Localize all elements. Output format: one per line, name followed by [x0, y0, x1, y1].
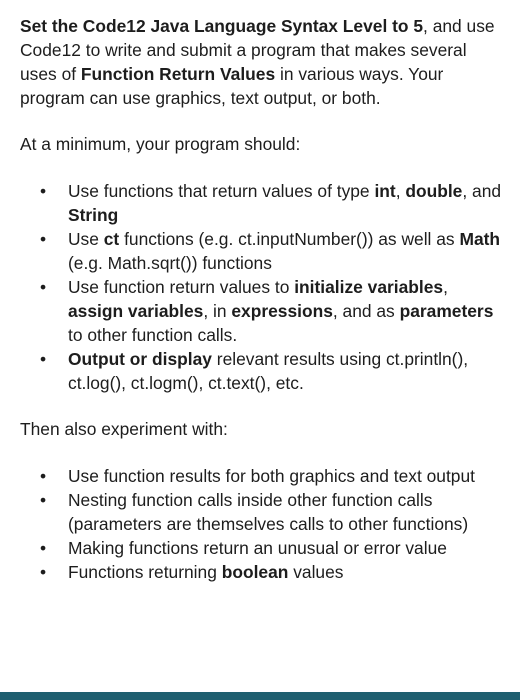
- list-item: • Use function return values to initialize variables, assign variables, in expressions, and as parameters to other function calls.: [39, 277, 494, 345]
- bullet-icon: •: [39, 490, 47, 510]
- list-item: • Use function results for both graphics and text output: [39, 466, 475, 486]
- syntax-level-instruction: Set the Code12 Java Language Syntax Level to 5: [20, 16, 424, 36]
- bottom-accent-bar: [0, 692, 520, 700]
- minimum-heading: At a minimum, your program should:: [20, 134, 301, 154]
- bullet-icon: •: [39, 277, 47, 297]
- intro-paragraph: Set the Code12 Java Language Syntax Level to 5, and use Code12 to write and submit a program that makes several uses of Function Return Values in various ways. Your program can use graphics, text output, or both.: [20, 16, 495, 108]
- bullet-icon: •: [39, 181, 47, 201]
- experiment-list: [20, 464, 508, 584]
- assignment-document: [20, 14, 508, 584]
- bullet-icon: •: [39, 349, 47, 369]
- list-item: • Nesting function calls inside other function calls (parameters are themselves calls to other functions): [39, 490, 469, 534]
- experiment-heading: Then also experiment with:: [20, 419, 228, 439]
- list-item: • Use ct functions (e.g. ct.inputNumber()) as well as Math (e.g. Math.sqrt()) functions: [39, 229, 501, 273]
- topic-emphasis: Function Return Values: [80, 64, 276, 84]
- list-item: • Use functions that return values of type int, double, and String: [39, 181, 502, 225]
- list-item: • Output or display relevant results using ct.println(), ct.log(), ct.logm(), ct.text(), etc.: [39, 349, 469, 393]
- bullet-icon: •: [39, 538, 47, 558]
- list-item: • Making functions return an unusual or error value: [39, 538, 447, 558]
- bullet-icon: •: [39, 562, 47, 582]
- bullet-icon: •: [39, 466, 47, 486]
- minimum-requirements-list: [20, 179, 508, 395]
- bullet-icon: •: [39, 229, 47, 249]
- list-item: • Functions returning boolean values: [39, 562, 344, 582]
